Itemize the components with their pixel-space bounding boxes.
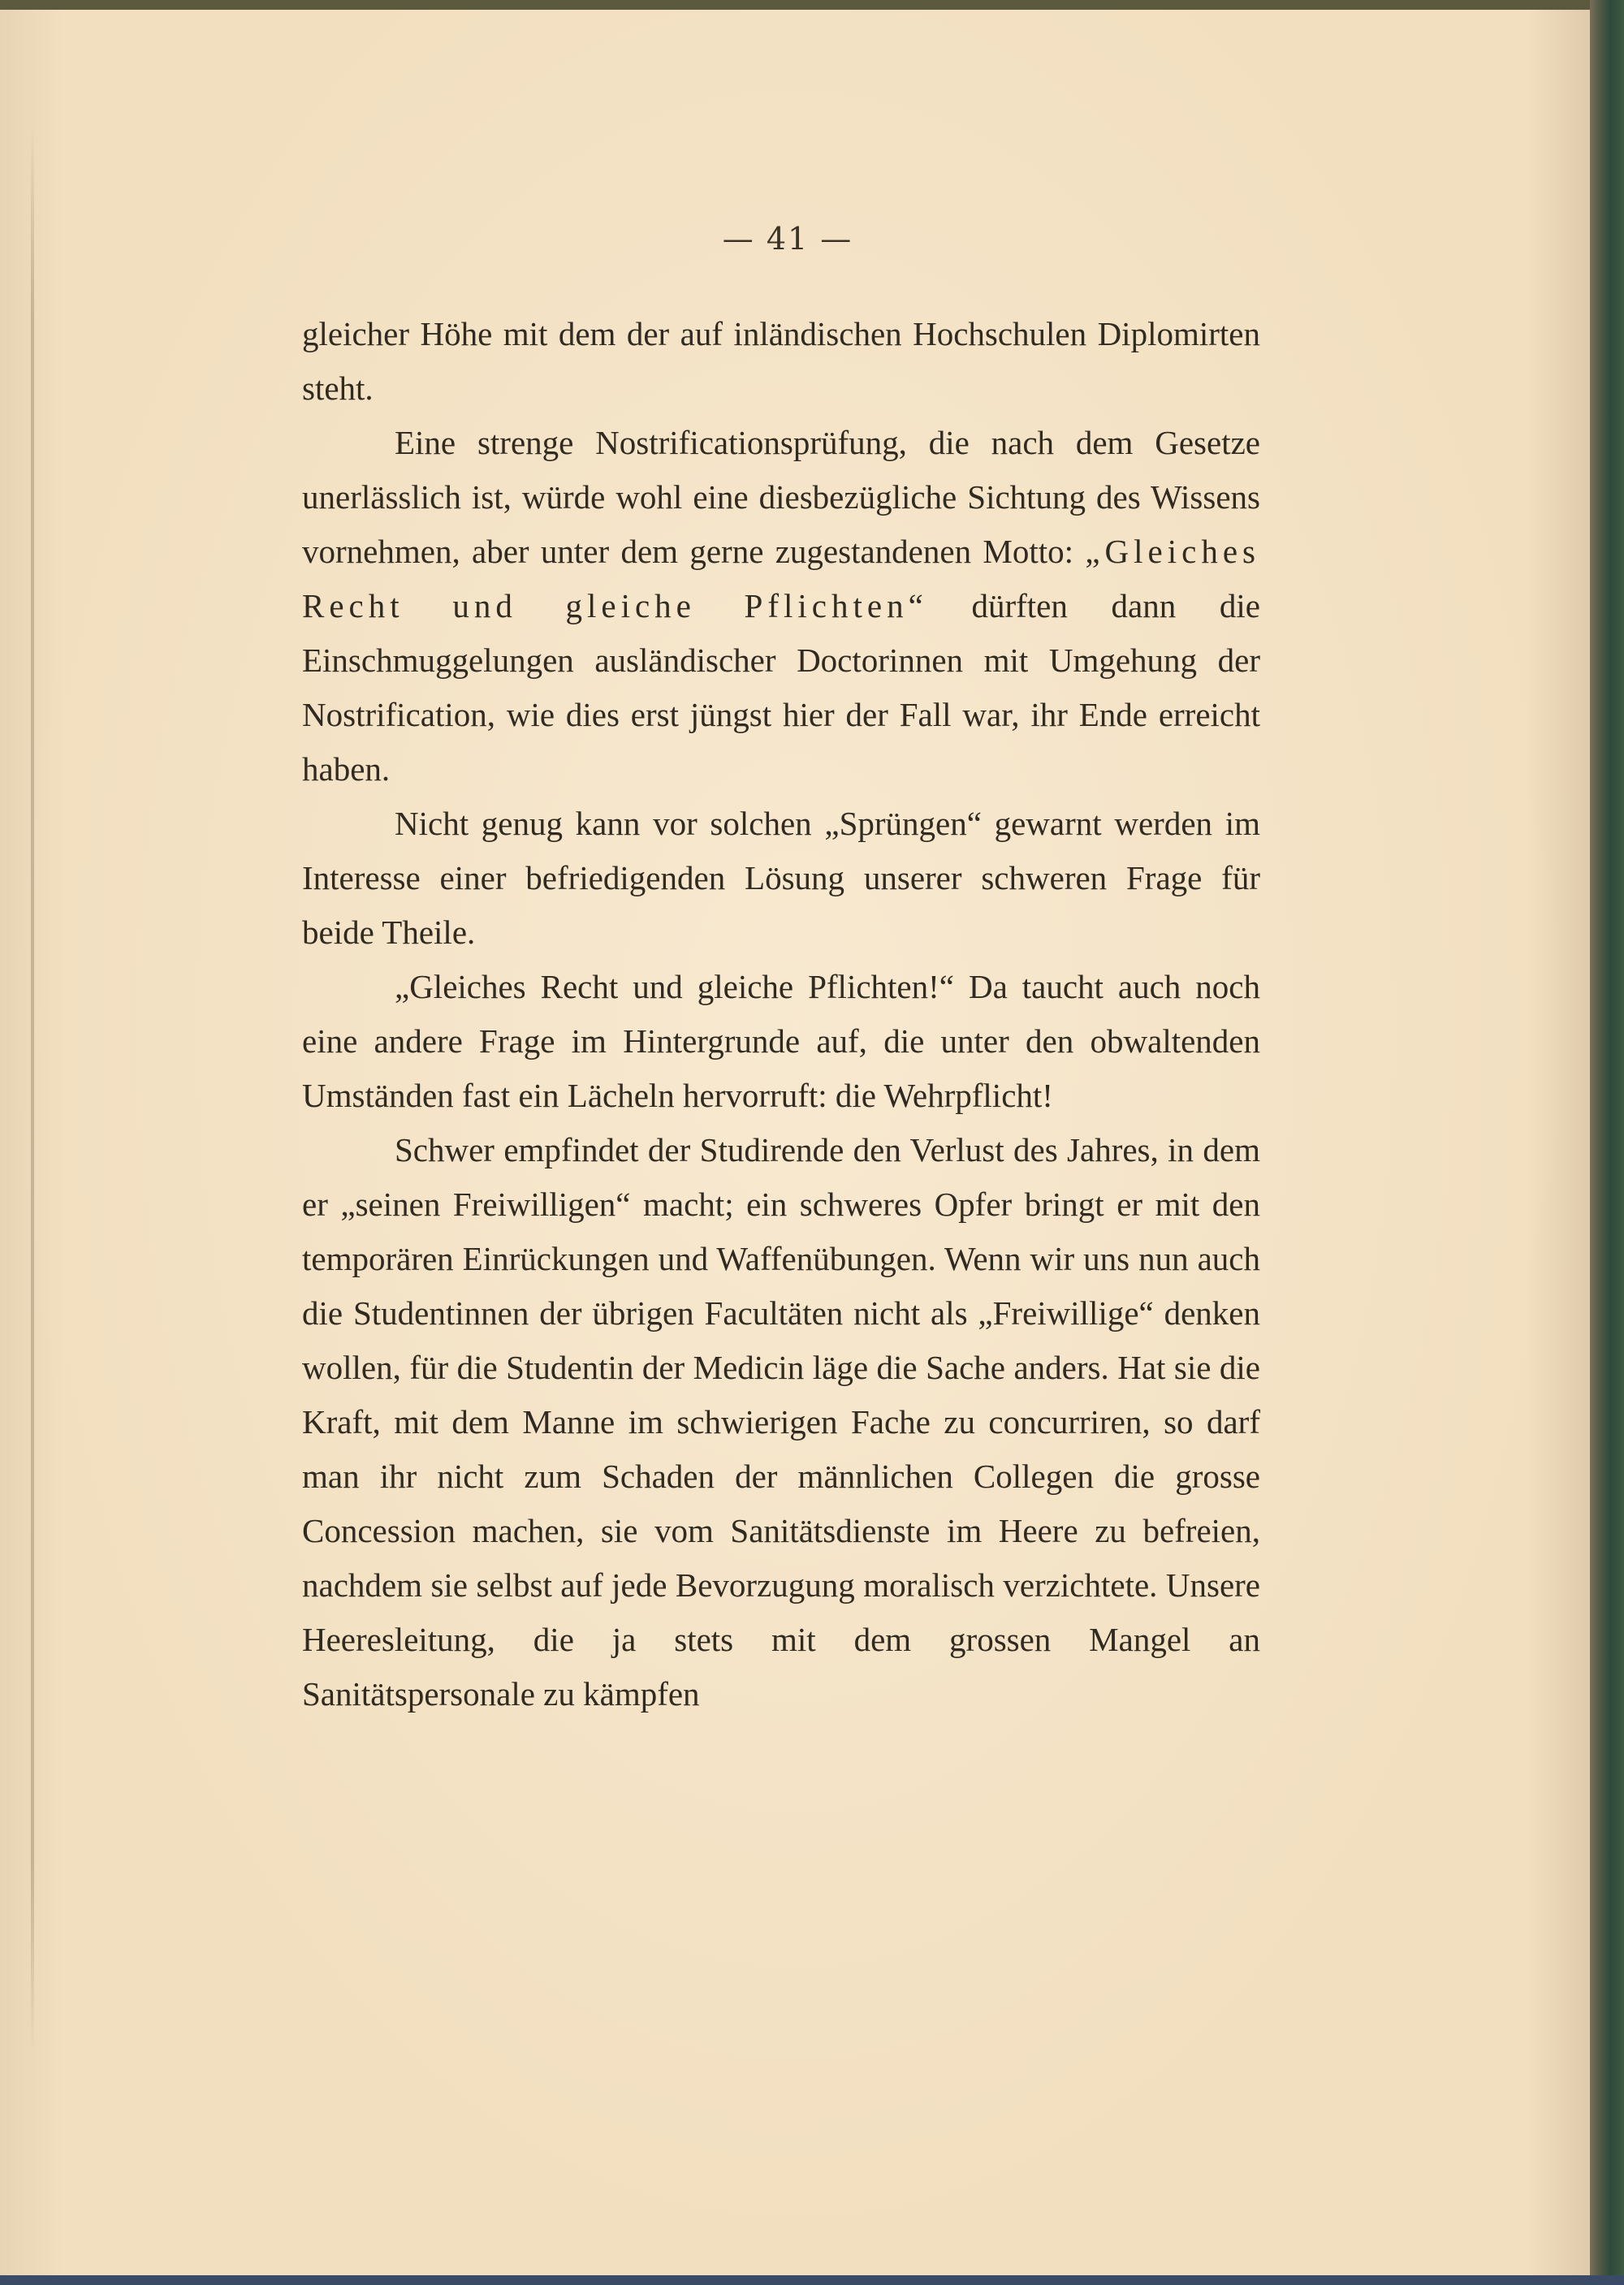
paragraph-3: Nicht genug kann vor solchen „Sprüngen“ gewarnt werden im Interesse einer befriedigenden Lösung unserer schweren Frage für beide Theile. bbox=[302, 805, 1260, 951]
paragraph-2-part-1: Eine strenge Nostrificationsprüfung, die nach dem Gesetze unerlässlich ist, würde wohl eine diesbezügliche Sichtung des Wissens vornehmen, aber unter dem gerne zugestandenen Motto: bbox=[302, 424, 1260, 570]
paragraph-2-part-2: dürften dann die Einschmuggelungen ausländischer Doctorinnen mit Umgehung der Nostrification, wie dies erst jüngst hier der Fall war, ihr Ende erreicht haben. bbox=[302, 587, 1261, 788]
book-cover-edge bbox=[1590, 0, 1624, 2285]
scan-bottom-edge bbox=[0, 2275, 1624, 2285]
paragraph-2 bbox=[302, 416, 1260, 797]
paragraph-4: „Gleiches Recht und gleiche Pflichten!“ Da taucht auch noch eine andere Frage im Hintergrunde auf, die unter den obwaltenden Umständen fast ein Lächeln hervorruft: die Wehrpflicht! bbox=[302, 968, 1260, 1114]
paragraph-5: Schwer empfindet der Studirende den Verlust des Jahres, in dem er „seinen Freiwilligen“ macht; ein schweres Opfer bringt er mit den temporären Einrückungen und Waffenübungen. Wenn wir uns nun auch die Studentinnen der übrigen Facultäten nicht als „Freiwillige“ denken wollen, für die Studentin der Medicin läge die Sache anders. Hat sie die Kraft, mit dem Manne im schwierigen Fache zu concurriren, so darf man ihr nicht zum Schaden der männlichen Collegen die grosse Concession machen, sie vom Sanitätsdienste im Heere zu befreien, nachdem sie selbst auf jede Bevorzugung moralisch verzichtete. Unsere Heeresleitung, die ja stets mit dem grossen Mangel an Sanitätspersonale zu kämpfen bbox=[302, 1131, 1260, 1713]
page-number: — 41 — bbox=[722, 221, 853, 257]
motto-quote: „Gleiches Recht und gleiche Pflichten“ bbox=[302, 533, 1260, 624]
page-binding-shadow bbox=[31, 123, 34, 2056]
scan-top-edge bbox=[0, 0, 1624, 10]
body-text bbox=[302, 307, 1260, 1721]
paragraph-1: gleicher Höhe mit dem der auf inländischen Hochschulen Diplomirten steht. bbox=[302, 315, 1260, 407]
